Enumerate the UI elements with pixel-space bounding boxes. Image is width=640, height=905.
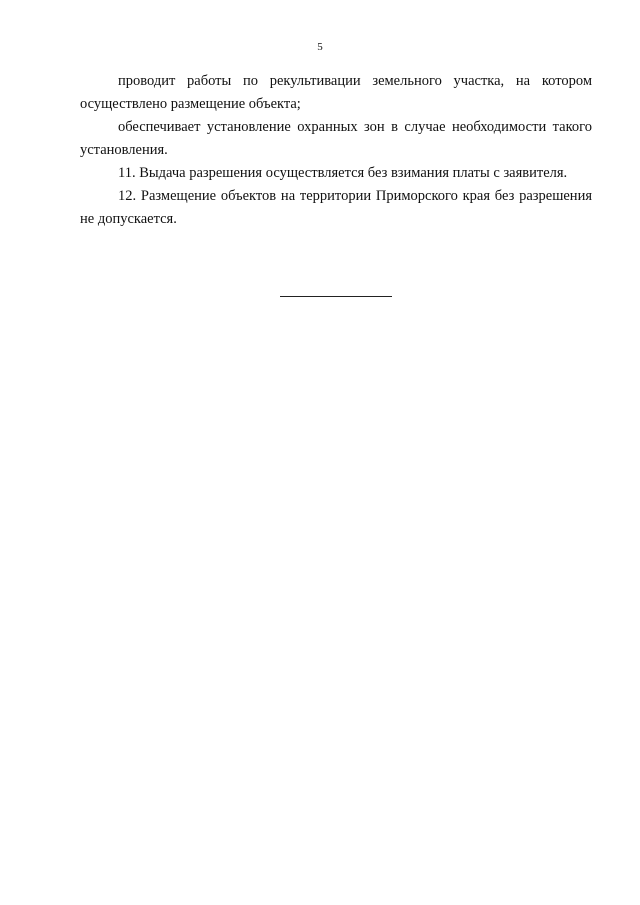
- paragraph-protection-zones: обеспечивает установление охранных зон в случае необходимости такого установления.: [80, 119, 592, 158]
- paragraph-12-no-placement-without-permit: 12. Размещение объектов на территории Приморского края без разрешения не допускается.: [80, 188, 592, 227]
- paragraph-recultivation: проводит работы по рекультивации земельного участка, на котором осуществлено размещение объекта;: [80, 73, 592, 112]
- page-number: 5: [317, 41, 323, 53]
- paragraph-11-permit-free: 11. Выдача разрешения осуществляется без взимания платы с заявителя.: [118, 165, 568, 181]
- end-divider-line: [280, 296, 392, 297]
- document-body: [80, 70, 592, 231]
